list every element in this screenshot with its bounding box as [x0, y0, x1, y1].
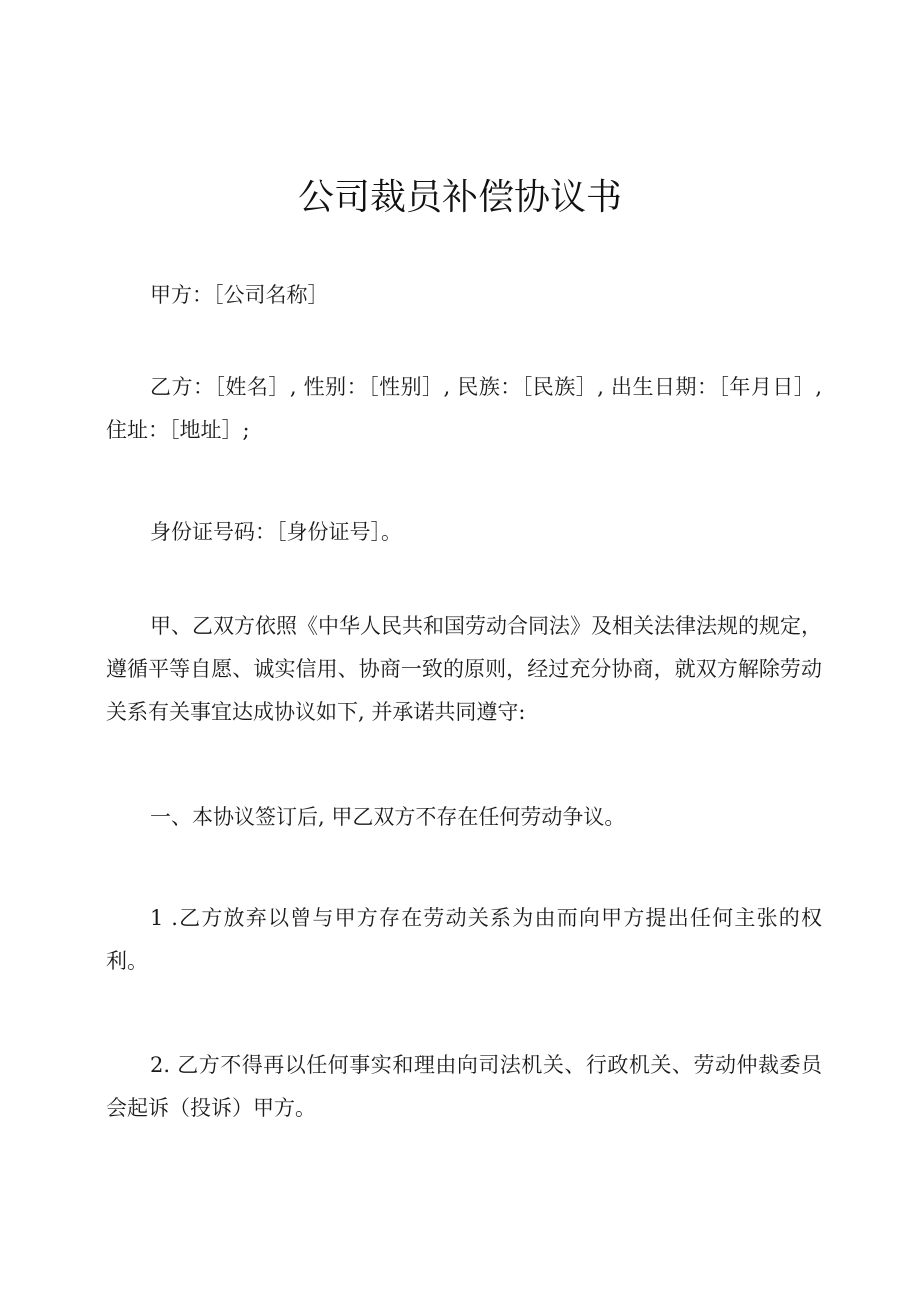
id-number-paragraph: 身份证号码：［身份证号］。 — [150, 520, 402, 544]
party-a-paragraph: 甲方：［公司名称］ — [150, 283, 329, 307]
intro-paragraph: 甲、乙双方依照《中华人民共和国劳动合同法》及相关法律法规的规定，遵循平等自愿、诚实信用、协商一致的原则，经过充分协商，就双方解除劳动关系有关事宜达成协议如下, 并承诺共同遵守: — [106, 614, 822, 724]
item-1-paragraph: 1 .乙方放弃以曾与甲方存在劳动关系为由而向甲方提出任何主张的权利。 — [106, 906, 822, 973]
item-2-paragraph: 2. 乙方不得再以任何事实和理由向司法机关、行政机关、劳动仲裁委员会起诉（投诉）甲方。 — [106, 1053, 822, 1120]
article-1-paragraph: 一、本协议签订后, 甲乙双方不存在任何劳动争议。 — [150, 805, 626, 829]
document-title: 公司裁员补偿协议书 — [297, 177, 622, 218]
party-b-paragraph: 乙方：［姓名］, 性别：［性别］, 民族：［民族］, 出生日期：［年月日］, 住址：［地址］; — [106, 375, 822, 442]
